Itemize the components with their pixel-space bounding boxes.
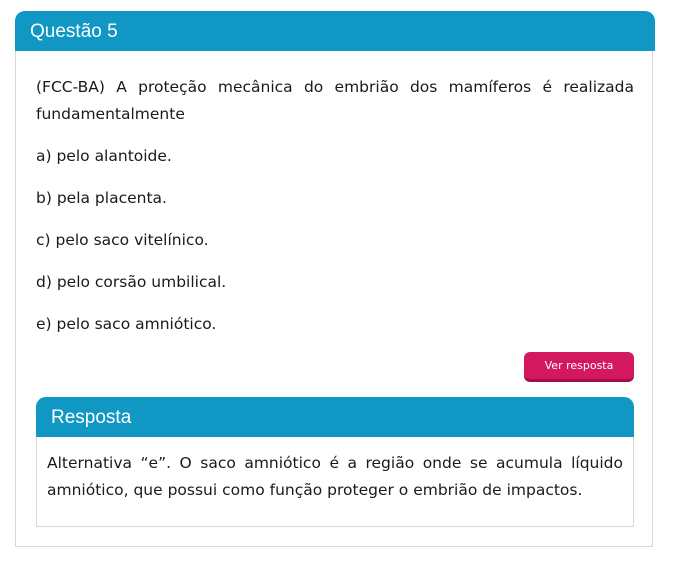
option-e: e) pelo saco amniótico. [36,315,217,333]
answer-title: Resposta [36,397,634,437]
show-answer-button[interactable]: Ver resposta [524,352,634,382]
answer-text: Alternativa “e”. O saco amniótico é a região onde se acumula líquido amniótico, que possui como função proteger o embrião de impactos. [47,454,623,499]
question-card [15,11,653,547]
option-c: c) pelo saco vitelínico. [36,231,209,249]
question-title: Questão 5 [15,11,655,51]
question-body [36,74,634,353]
answer-box [36,397,634,527]
question-text: (FCC-BA) A proteção mecânica do embrião dos mamíferos é realizada fundamentalmente [36,78,634,123]
option-a: a) pelo alantoide. [36,147,172,165]
option-d: d) pelo corsão umbilical. [36,273,227,291]
option-b: b) pela placenta. [36,189,167,207]
